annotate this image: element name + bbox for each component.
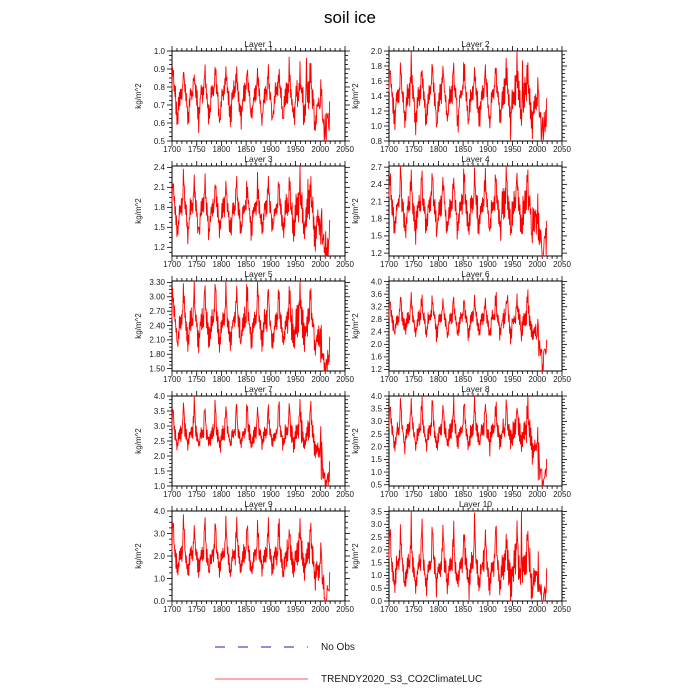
legend-item-no-obs [213, 641, 355, 653]
x-tick-label: 1800 [212, 260, 231, 269]
y-tick-label: 2.7 [370, 162, 382, 172]
x-tick-label: 1800 [429, 490, 448, 499]
x-tick-label: 2050 [336, 145, 354, 154]
axis-ticks [167, 46, 350, 146]
x-tick-label: 2000 [311, 490, 330, 499]
x-tick-label: 2050 [336, 605, 354, 614]
chart-svg-layer-10 [337, 498, 577, 616]
subplot-title: Layer 1 [244, 39, 273, 49]
x-tick-label: 2050 [553, 490, 571, 499]
x-tick-label: 1850 [237, 605, 256, 614]
x-tick-label: 1700 [163, 145, 181, 154]
chart-layer-1 [120, 38, 360, 156]
y-tick-label: 2.5 [370, 429, 382, 439]
x-tick-label: 2000 [528, 490, 547, 499]
subplot-title: Layer 7 [244, 384, 273, 394]
y-tick-label: 1.0 [153, 574, 165, 584]
x-tick-label: 2050 [553, 375, 571, 384]
y-tick-label: 2.0 [370, 340, 382, 350]
y-tick-label: 1.0 [153, 481, 165, 491]
chart-layer-7 [120, 383, 360, 501]
legend-label-trendy: TRENDY2020_S3_CO2ClimateLUC [321, 673, 483, 685]
y-tick-label: 3.6 [370, 289, 382, 299]
y-tick-label: 1.0 [153, 46, 165, 56]
subplot-title: Layer 5 [244, 269, 273, 279]
chart-layer-10 [337, 498, 577, 616]
x-tick-label: 1800 [212, 145, 231, 154]
axis-ticks [384, 276, 567, 376]
x-tick-label: 1900 [478, 605, 497, 614]
y-tick-label: 4.0 [153, 506, 165, 516]
chart-svg-layer-8 [337, 383, 577, 501]
y-tick-label: 3.0 [153, 421, 165, 431]
x-tick-label: 1750 [187, 490, 206, 499]
legend-item-trendy [213, 673, 482, 685]
x-tick-label: 1700 [163, 260, 181, 269]
y-tick-label: 2.5 [153, 436, 165, 446]
x-tick-label: 1950 [286, 605, 305, 614]
x-tick-label: 2000 [528, 375, 547, 384]
chart-layer-2 [337, 38, 577, 156]
x-tick-label: 2050 [553, 605, 571, 614]
chart-svg-layer-9 [120, 498, 360, 616]
y-axis-label: kg/m^2 [351, 428, 360, 454]
x-tick-label: 2050 [553, 260, 571, 269]
x-tick-label: 1950 [503, 375, 522, 384]
y-tick-label: 4.0 [153, 391, 165, 401]
y-tick-label: 1.4 [370, 91, 382, 101]
x-tick-label: 1950 [286, 145, 305, 154]
y-tick-label: 2.1 [153, 183, 165, 193]
x-tick-label: 2050 [336, 260, 354, 269]
x-tick-label: 1950 [503, 605, 522, 614]
x-tick-label: 1850 [237, 260, 256, 269]
x-tick-label: 1850 [454, 260, 473, 269]
y-tick-label: 2.0 [370, 545, 382, 555]
y-tick-label: 1.5 [153, 223, 165, 233]
y-tick-label: 1.2 [370, 365, 382, 375]
no-obs-dashed-line [213, 641, 309, 653]
y-tick-label: 3.2 [370, 302, 382, 312]
series-line-trendy2020_s3_co2climateluc [389, 51, 547, 141]
series-line-trendy2020_s3_co2climateluc [389, 290, 547, 371]
chart-svg-layer-4 [337, 153, 577, 271]
chart-layer-8 [337, 383, 577, 501]
x-tick-label: 2000 [311, 145, 330, 154]
y-axis-label: kg/m^2 [351, 198, 360, 224]
chart-layer-9 [120, 498, 360, 616]
y-tick-label: 1.50 [149, 364, 165, 374]
subplot-title: Layer 6 [461, 269, 490, 279]
x-tick-label: 1900 [261, 145, 280, 154]
y-tick-label: 0.5 [370, 480, 382, 490]
y-tick-label: 2.4 [370, 180, 382, 190]
x-tick-label: 1800 [212, 490, 231, 499]
x-tick-label: 1850 [237, 375, 256, 384]
x-tick-label: 1700 [380, 375, 398, 384]
y-axis-label: kg/m^2 [134, 198, 143, 224]
chart-svg-layer-2 [337, 38, 577, 156]
x-tick-label: 1950 [503, 260, 522, 269]
y-tick-label: 0.0 [370, 596, 382, 606]
subplot-title: Layer 9 [244, 499, 273, 509]
y-tick-label: 1.5 [153, 466, 165, 476]
x-tick-label: 1800 [429, 145, 448, 154]
series-line-trendy2020_s3_co2climateluc [389, 512, 547, 601]
x-tick-label: 1700 [163, 375, 181, 384]
chart-layer-3 [120, 153, 360, 271]
x-tick-label: 1850 [237, 490, 256, 499]
y-axis-label: kg/m^2 [134, 428, 143, 454]
series-line-trendy2020_s3_co2climateluc [389, 166, 547, 256]
y-tick-label: 1.5 [370, 231, 382, 241]
x-tick-label: 1850 [237, 145, 256, 154]
y-tick-label: 3.5 [370, 404, 382, 414]
x-tick-label: 1700 [380, 145, 398, 154]
x-tick-label: 2000 [528, 605, 547, 614]
subplot-title: Layer 8 [461, 384, 490, 394]
legend-label-no-obs: No Obs [321, 641, 355, 653]
x-tick-label: 1800 [212, 375, 231, 384]
x-tick-label: 1900 [261, 375, 280, 384]
x-tick-label: 1850 [454, 490, 473, 499]
subplot-title: Layer 3 [244, 154, 273, 164]
x-tick-label: 1800 [429, 375, 448, 384]
x-tick-label: 1700 [163, 490, 181, 499]
y-tick-label: 3.0 [370, 520, 382, 530]
x-tick-label: 1900 [478, 375, 497, 384]
y-tick-label: 2.0 [153, 451, 165, 461]
y-tick-label: 3.5 [153, 406, 165, 416]
y-tick-label: 2.0 [153, 551, 165, 561]
y-axis-label: kg/m^2 [351, 83, 360, 109]
x-tick-label: 1700 [380, 605, 398, 614]
y-tick-label: 1.0 [370, 467, 382, 477]
y-tick-label: 1.2 [370, 248, 382, 258]
x-tick-label: 2000 [528, 260, 547, 269]
x-tick-label: 1850 [454, 605, 473, 614]
x-tick-label: 1900 [261, 260, 280, 269]
y-tick-label: 2.5 [370, 532, 382, 542]
x-tick-label: 2000 [528, 145, 547, 154]
x-tick-label: 1950 [286, 490, 305, 499]
y-tick-label: 2.1 [370, 197, 382, 207]
y-tick-label: 1.8 [153, 203, 165, 213]
y-tick-label: 2.4 [153, 163, 165, 173]
chart-svg-layer-5 [120, 268, 360, 386]
chart-layer-4 [337, 153, 577, 271]
page-title: soil ice [324, 8, 376, 27]
y-tick-label: 3.30 [149, 278, 165, 288]
x-tick-label: 1950 [286, 375, 305, 384]
x-tick-label: 1900 [261, 490, 280, 499]
chart-layer-5 [120, 268, 360, 386]
x-tick-label: 1750 [187, 375, 206, 384]
x-tick-label: 1950 [503, 145, 522, 154]
y-tick-label: 3.0 [153, 529, 165, 539]
series-line-trendy2020_s3_co2climateluc [172, 166, 330, 256]
y-axis-label: kg/m^2 [134, 83, 143, 109]
y-tick-label: 2.0 [370, 442, 382, 452]
x-tick-label: 1700 [163, 605, 181, 614]
subplot-title: Layer 2 [461, 39, 490, 49]
x-tick-label: 1900 [478, 490, 497, 499]
y-tick-label: 2.10 [149, 335, 165, 345]
chart-svg-layer-3 [120, 153, 360, 271]
x-tick-label: 2000 [311, 260, 330, 269]
y-tick-label: 1.2 [153, 243, 165, 253]
y-axis-label: kg/m^2 [351, 543, 360, 569]
x-tick-label: 1850 [454, 145, 473, 154]
y-tick-label: 2.70 [149, 306, 165, 316]
y-tick-label: 1.0 [370, 571, 382, 581]
x-tick-label: 1750 [404, 145, 423, 154]
x-tick-label: 2050 [553, 145, 571, 154]
x-tick-label: 1750 [404, 375, 423, 384]
y-axis-label: kg/m^2 [134, 543, 143, 569]
x-tick-label: 1700 [380, 490, 398, 499]
x-tick-label: 1700 [380, 260, 398, 269]
y-tick-label: 4.0 [370, 277, 382, 287]
y-tick-label: 0.5 [370, 584, 382, 594]
y-tick-label: 1.0 [370, 121, 382, 131]
y-tick-label: 2.0 [370, 46, 382, 56]
y-tick-label: 4.0 [370, 391, 382, 401]
y-tick-label: 1.5 [370, 558, 382, 568]
x-tick-label: 1800 [429, 605, 448, 614]
y-tick-label: 0.5 [153, 136, 165, 146]
trendy-solid-line [213, 673, 309, 685]
y-tick-label: 2.8 [370, 315, 382, 325]
series-line-trendy2020_s3_co2climateluc [389, 396, 547, 486]
y-axis-label: kg/m^2 [351, 313, 360, 339]
y-tick-label: 0.0 [153, 596, 165, 606]
chart-svg-layer-1 [120, 38, 360, 156]
y-tick-label: 2.40 [149, 321, 165, 331]
subplot-title: Layer 10 [458, 499, 493, 509]
y-tick-label: 3.0 [370, 417, 382, 427]
y-tick-label: 0.8 [153, 82, 165, 92]
x-tick-label: 2000 [311, 605, 330, 614]
y-tick-label: 0.9 [153, 64, 165, 74]
series-line-trendy2020_s3_co2climateluc [172, 57, 330, 141]
series-line-trendy2020_s3_co2climateluc [172, 281, 330, 371]
y-tick-label: 1.5 [370, 455, 382, 465]
x-tick-label: 1750 [187, 145, 206, 154]
y-tick-label: 1.2 [370, 106, 382, 116]
y-tick-label: 1.8 [370, 214, 382, 224]
x-tick-label: 1750 [404, 605, 423, 614]
x-tick-label: 1950 [503, 490, 522, 499]
y-tick-label: 1.6 [370, 76, 382, 86]
x-tick-label: 1750 [187, 605, 206, 614]
y-tick-label: 1.6 [370, 352, 382, 362]
x-tick-label: 1900 [261, 605, 280, 614]
subplot-title: Layer 4 [461, 154, 490, 164]
x-tick-label: 1900 [478, 145, 497, 154]
plot-frame [172, 51, 345, 141]
chart-layer-6 [337, 268, 577, 386]
chart-svg-layer-7 [120, 383, 360, 501]
chart-svg-layer-6 [337, 268, 577, 386]
y-tick-label: 3.5 [370, 507, 382, 517]
x-tick-label: 2050 [336, 490, 354, 499]
y-axis-label: kg/m^2 [134, 313, 143, 339]
y-tick-label: 0.6 [153, 118, 165, 128]
x-tick-label: 2050 [336, 375, 354, 384]
x-tick-label: 1750 [187, 260, 206, 269]
y-tick-label: 0.7 [153, 100, 165, 110]
x-tick-label: 2000 [311, 375, 330, 384]
y-tick-label: 2.4 [370, 327, 382, 337]
x-tick-label: 1900 [478, 260, 497, 269]
y-tick-label: 1.80 [149, 350, 165, 360]
series-line-trendy2020_s3_co2climateluc [172, 396, 330, 486]
y-tick-label: 3.00 [149, 292, 165, 302]
x-tick-label: 1950 [286, 260, 305, 269]
y-tick-label: 0.8 [370, 136, 382, 146]
y-tick-label: 1.8 [370, 61, 382, 71]
x-tick-label: 1850 [454, 375, 473, 384]
x-tick-label: 1750 [404, 490, 423, 499]
x-tick-label: 1800 [212, 605, 231, 614]
x-tick-label: 1800 [429, 260, 448, 269]
x-tick-label: 1750 [404, 260, 423, 269]
series-line-trendy2020_s3_co2climateluc [172, 515, 330, 601]
